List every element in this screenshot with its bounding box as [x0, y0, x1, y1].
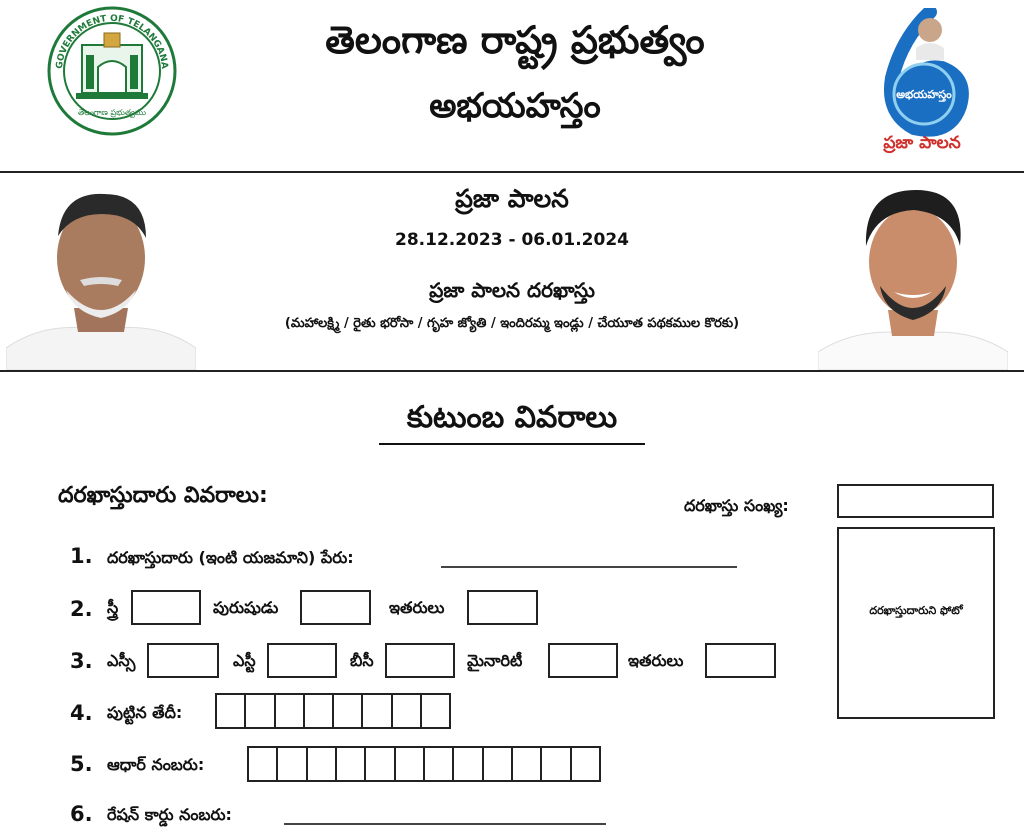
- section-title-underline: [379, 443, 645, 445]
- section-title: కుటుంబ వివరాలు: [406, 400, 618, 435]
- aadhaar-digit-cell[interactable]: [454, 748, 483, 780]
- aadhaar-digit-cell[interactable]: [337, 748, 366, 780]
- caste-sc-box[interactable]: [147, 643, 219, 678]
- svg-text:అభయహస్తం: అభయహస్తం: [896, 88, 952, 101]
- aadhaar-digit-cell[interactable]: [308, 748, 337, 780]
- header-divider: [0, 171, 1024, 173]
- applicant-details-heading: దరఖాస్తుదారు వివరాలు:: [58, 483, 268, 508]
- aadhaar-label: ఆధార్ నంబరు:: [107, 755, 205, 774]
- caste-minority-label: మైనారిటీ: [467, 651, 523, 670]
- aadhaar-digit-cell[interactable]: [278, 748, 307, 780]
- applicant-photo-box[interactable]: [837, 527, 995, 719]
- gender-male-label: పురుషుడు: [213, 598, 279, 617]
- banner-title: ప్రజా పాలన: [455, 184, 569, 213]
- dob-label: పుట్టిన తేదీ:: [107, 703, 183, 722]
- aadhaar-digit-cell[interactable]: [513, 748, 542, 780]
- caste-sc-label: ఎస్సీ: [107, 651, 136, 670]
- aadhaar-digit-cell[interactable]: [572, 748, 599, 780]
- aadhaar-digit-cell[interactable]: [396, 748, 425, 780]
- field-5-number: 5.: [70, 752, 93, 776]
- field-6-number: 6.: [70, 802, 93, 826]
- page-subtitle: అభయహస్తం: [429, 86, 601, 126]
- application-number-box[interactable]: [837, 484, 994, 518]
- caste-bc-label: బీసీ: [350, 651, 374, 670]
- dob-digit-cell[interactable]: [217, 695, 246, 727]
- caste-other-box[interactable]: [705, 643, 776, 678]
- application-number-label: దరఖాస్తు సంఖ్య:: [684, 496, 789, 515]
- banner-dates: 28.12.2023 - 06.01.2024: [395, 230, 629, 250]
- applicant-name-label: దరఖాస్తుదారు (ఇంటి యజమాని) పేరు:: [107, 548, 354, 567]
- field-1-number: 1.: [70, 544, 93, 568]
- caste-st-label: ఎస్టీ: [233, 651, 256, 670]
- caste-st-box[interactable]: [267, 643, 337, 678]
- dob-digit-cell[interactable]: [422, 695, 449, 727]
- dob-digit-cell[interactable]: [334, 695, 363, 727]
- aadhaar-digit-cell[interactable]: [542, 748, 571, 780]
- telangana-emblem: [46, 5, 178, 137]
- banner-divider: [0, 370, 1024, 372]
- caste-minority-box[interactable]: [548, 643, 618, 678]
- field-4-number: 4.: [70, 701, 93, 725]
- banner-subtitle: ప్రజా పాలన దరఖాస్తు: [429, 278, 595, 302]
- field-2-number: 2.: [70, 597, 93, 621]
- dob-digit-cell[interactable]: [246, 695, 275, 727]
- logo-caption: ప్రజా పాలన: [883, 133, 961, 153]
- dob-digit-cell[interactable]: [363, 695, 392, 727]
- gender-other-box[interactable]: [467, 590, 538, 625]
- svg-text:GOVERNMENT OF TELANGANA: GOVERNMENT OF TELANGANA: [54, 13, 170, 70]
- dob-cells[interactable]: [215, 693, 451, 729]
- aadhaar-cells[interactable]: [247, 746, 601, 782]
- dob-digit-cell[interactable]: [393, 695, 422, 727]
- gender-female-box[interactable]: [131, 590, 201, 625]
- field-3-number: 3.: [70, 649, 93, 673]
- aadhaar-digit-cell[interactable]: [249, 748, 278, 780]
- aadhaar-digit-cell[interactable]: [366, 748, 395, 780]
- applicant-photo-label: దరఖాస్తుదారుని ఫోటో: [869, 604, 963, 617]
- applicant-name-field[interactable]: [441, 566, 737, 568]
- aadhaar-digit-cell[interactable]: [484, 748, 513, 780]
- caste-bc-box[interactable]: [385, 643, 455, 678]
- dob-digit-cell[interactable]: [276, 695, 305, 727]
- caste-other-label: ఇతరులు: [628, 651, 684, 670]
- banner-schemes: (మహాలక్ష్మి / రైతు భరోసా / గృహ జ్యోతి / ఇందిరమ్మ ఇండ్లు / చేయూత పథకముల కొరకు): [284, 316, 740, 331]
- portrait-right: [818, 180, 1008, 370]
- portrait-left: [6, 180, 196, 370]
- svg-text:తెలంగాణ ప్రభుత్వము: తెలంగాణ ప్రభుత్వము: [77, 108, 147, 117]
- dob-digit-cell[interactable]: [305, 695, 334, 727]
- gender-other-label: ఇతరులు: [389, 598, 445, 617]
- gender-male-box[interactable]: [300, 590, 371, 625]
- aadhaar-digit-cell[interactable]: [425, 748, 454, 780]
- gender-female-label: స్త్రీ: [107, 598, 119, 617]
- page-title: తెలంగాణ రాష్ట్ర ప్రభుత్వం: [325, 18, 705, 62]
- abhayahastam-logo: [872, 8, 972, 138]
- ration-card-label: రేషన్ కార్డు నంబరు:: [107, 805, 232, 824]
- ration-card-field[interactable]: [284, 823, 606, 825]
